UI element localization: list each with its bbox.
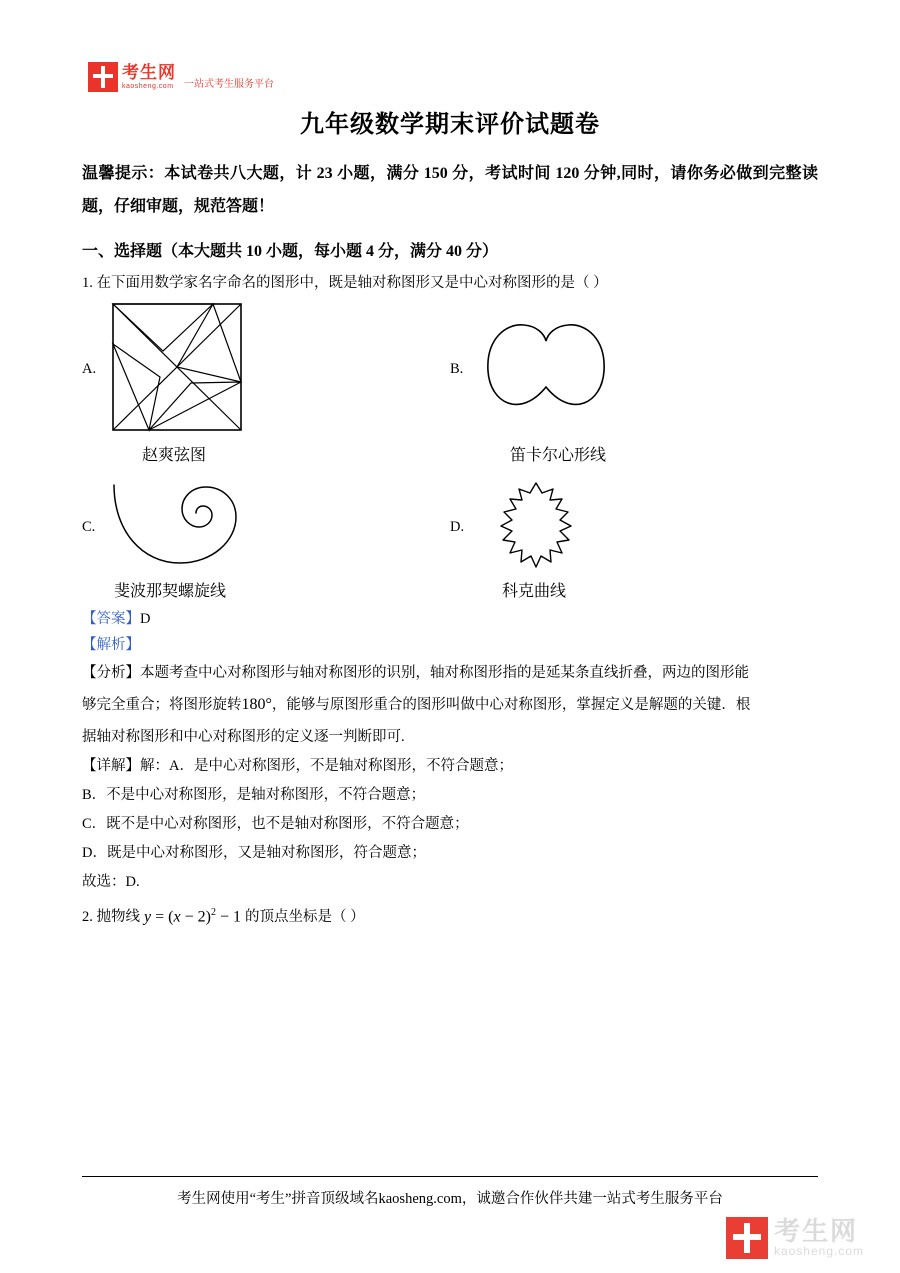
option-c-label: C.	[82, 519, 96, 536]
option-d-label: D.	[450, 519, 465, 536]
logo-name-en: kaosheng.com	[122, 83, 174, 90]
answer-line	[82, 607, 818, 632]
detail-tag: 【详解】	[82, 758, 140, 775]
logo-tagline: 一站式考生服务平台	[184, 79, 274, 90]
watermark	[726, 1217, 864, 1259]
question-1-options	[82, 299, 818, 601]
option-a-caption: 赵爽弦图	[142, 447, 207, 465]
question-2-suffix: 的顶点坐标是（ ）	[244, 909, 365, 926]
site-logo	[88, 62, 274, 92]
logo-text	[122, 64, 176, 90]
logo-name-cn: 考生网	[122, 63, 176, 82]
analysis-paragraph-1	[82, 658, 818, 688]
question-2-prefix: 2. 抛物线	[82, 909, 140, 926]
option-b[interactable]	[450, 299, 818, 465]
question-2-text	[82, 905, 818, 926]
page-footer: 考生网使用“考生”拼音顶级域名kaosheng.com，诚邀合作伙伴共建一站式考生服务平台	[82, 1176, 818, 1208]
analysis-paragraph-2	[82, 688, 818, 722]
option-a-label: A.	[82, 361, 97, 378]
explanation-tag: 【解析】	[82, 636, 140, 653]
logo-mark-icon	[88, 62, 118, 92]
option-d-caption: 科克曲线	[502, 583, 567, 601]
detail-text-0: 解：A．是中心对称图形，不是轴对称图形，不符合题意；	[140, 758, 513, 775]
detail-line-2: C．既不是中心对称图形，也不是轴对称图形，不符合题意；	[82, 816, 469, 833]
page-title: 九年级数学期末评价试题卷	[300, 112, 600, 138]
watermark-logo-icon	[726, 1217, 768, 1259]
option-b-label: B.	[450, 361, 464, 378]
cardioid-curve-figure	[476, 299, 616, 440]
detail-line-4: 故选：D.	[82, 874, 140, 891]
analysis-text-2b: ，能够与原图形重合的图形叫做中心对称图形，掌握定义是解题的关键．根	[271, 697, 751, 714]
detail-line-1: B．不是中心对称图形，是轴对称图形，不符合题意；	[82, 787, 426, 804]
option-a[interactable]	[82, 299, 450, 465]
answer-tag: 【答案】	[82, 611, 140, 628]
watermark-name-en: kaosheng.com	[773, 1244, 864, 1259]
zhaoshuang-xiantu-figure	[108, 299, 248, 440]
document-content	[82, 158, 818, 926]
watermark-name-cn: 考生网	[773, 1216, 858, 1247]
koch-snowflake-figure	[476, 479, 596, 576]
question-2-equation: $y = (x - 2)^2 - 1$	[144, 907, 241, 926]
analysis-tag: 【分析】	[82, 664, 140, 681]
fibonacci-spiral-figure	[108, 479, 248, 576]
options-row-bottom	[82, 479, 818, 601]
analysis-text-1: 本题考查中心对称图形与轴对称图形的识别，轴对称图形指的是延某条直线折叠，两边的图形能	[140, 664, 749, 681]
option-c[interactable]	[82, 479, 450, 601]
options-row-top	[82, 299, 818, 465]
analysis-math-angle: 180°	[241, 696, 272, 714]
option-b-caption: 笛卡尔心形线	[510, 447, 607, 465]
option-d[interactable]	[450, 479, 818, 601]
section-heading: 一、选择题（本大题共 10 小题，每小题 4 分，满分 40 分）	[82, 242, 499, 260]
question-1-text: 1. 在下面用数学家名字命名的图形中，既是轴对称图形又是中心对称图形的是（ ）	[82, 274, 608, 291]
detail-line-0	[82, 752, 818, 781]
exam-notice: 温馨提示：本试卷共八大题，计 23 小题，满分 150 分，考试时间 120 分钟,同时，请你务必做到完整读题，仔细审题，规范答题！	[82, 165, 818, 215]
analysis-paragraph-3: 据轴对称图形和中心对称图形的定义逐一判断即可.	[82, 729, 405, 746]
option-c-caption: 斐波那契螺旋线	[114, 583, 227, 601]
answer-value: D	[140, 611, 151, 628]
analysis-text-2a: 够完全重合；将图形旋转	[82, 697, 242, 714]
detail-line-3: D．既是中心对称图形，又是轴对称图形，符合题意；	[82, 845, 426, 862]
